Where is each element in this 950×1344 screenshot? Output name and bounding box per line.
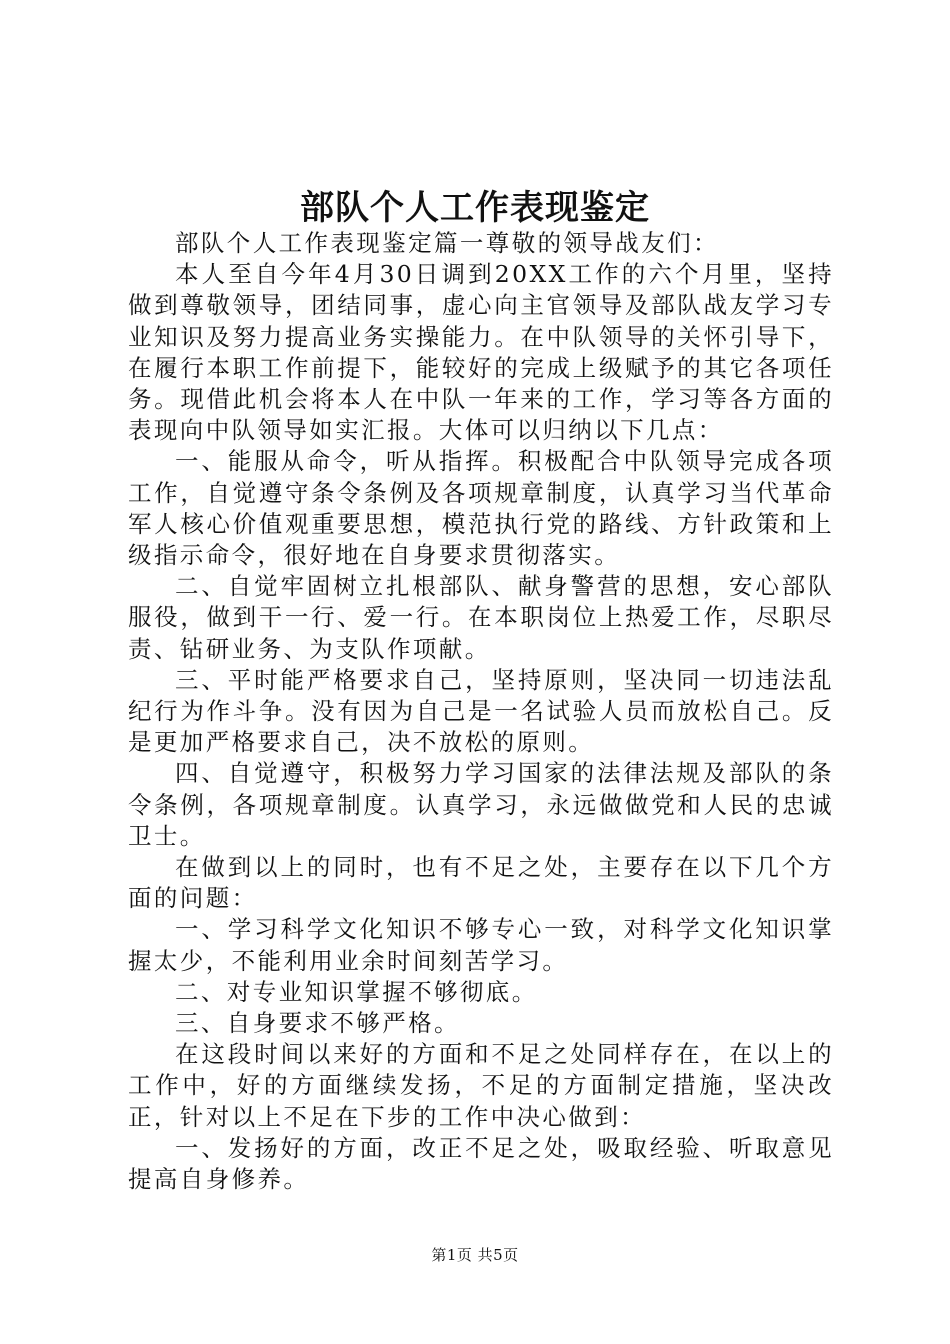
paragraph-shortcomings-intro: 在做到以上的同时，也有不足之处，主要存在以下几个方面的问题：: [128, 853, 834, 913]
paragraph-point-3: 三、平时能严格要求自己，坚持原则，坚决同一切违法乱纪行为作斗争。没有因为自己是一名试验人员而放松自己。反是更加严格要求自己，决不放松的原则。: [128, 665, 834, 757]
paragraph-shortcoming-3: 三、自身要求不够严格。: [175, 1009, 460, 1038]
paragraph-greeting: 部队个人工作表现鉴定篇一尊敬的领导战友们：: [175, 229, 719, 257]
page-number-footer: 第1页 共5页: [431, 1246, 519, 1264]
paragraph-point-1: 一、能服从命令，听从指挥。积极配合中队领导完成各项工作，自觉遵守条令条例及各项规章制度，认真学习当代革命军人核心价值观重要思想，模范执行党的路线、方针政策和上级指示命令，很好地在自身要求贯彻落实。: [128, 447, 834, 570]
paragraph-intro: 本人至自今年4月30日调到20XX工作的六个月里，坚持做到尊敬领导，团结同事，虚心向主官领导及部队战友学习专业知识及努力提高业务实操能力。在中队领导的关怀引导下，在履行本职工作前提下，能较好的完成上级赋予的其它各项任务。现借此机会将本人在中队一年来的工作，学习等各方面的表现向中队领导如实汇报。大体可以归纳以下几点：: [128, 260, 834, 445]
paragraph-resolution-intro: 在这段时间以来好的方面和不足之处同样存在，在以上的工作中，好的方面继续发扬，不足的方面制定措施，坚决改正，针对以上不足在下步的工作中决心做到：: [128, 1040, 834, 1131]
paragraph-point-4: 四、自觉遵守，积极努力学习国家的法律法规及部队的条令条例，各项规章制度。认真学习，永远做做党和人民的忠诚卫士。: [128, 759, 834, 850]
paragraph-point-2: 二、自觉牢固树立扎根部队、献身警营的思想，安心部队服役，做到干一行、爱一行。在本职岗位上热爱工作，尽职尽责、钻研业务、为支队作项献。: [128, 572, 834, 663]
document-body: [128, 228, 834, 1195]
document-title: 部队个人工作表现鉴定: [300, 188, 650, 228]
paragraph-shortcoming-2: 二、对专业知识掌握不够彻底。: [175, 977, 538, 1006]
paragraph-resolution-1: 一、发扬好的方面，改正不足之处，吸取经验、听取意见提高自身修养。: [128, 1133, 834, 1194]
paragraph-shortcoming-1: 一、学习科学文化知识不够专心一致，对科学文化知识掌握太少，不能利用业余时间刻苦学习。: [128, 915, 834, 975]
